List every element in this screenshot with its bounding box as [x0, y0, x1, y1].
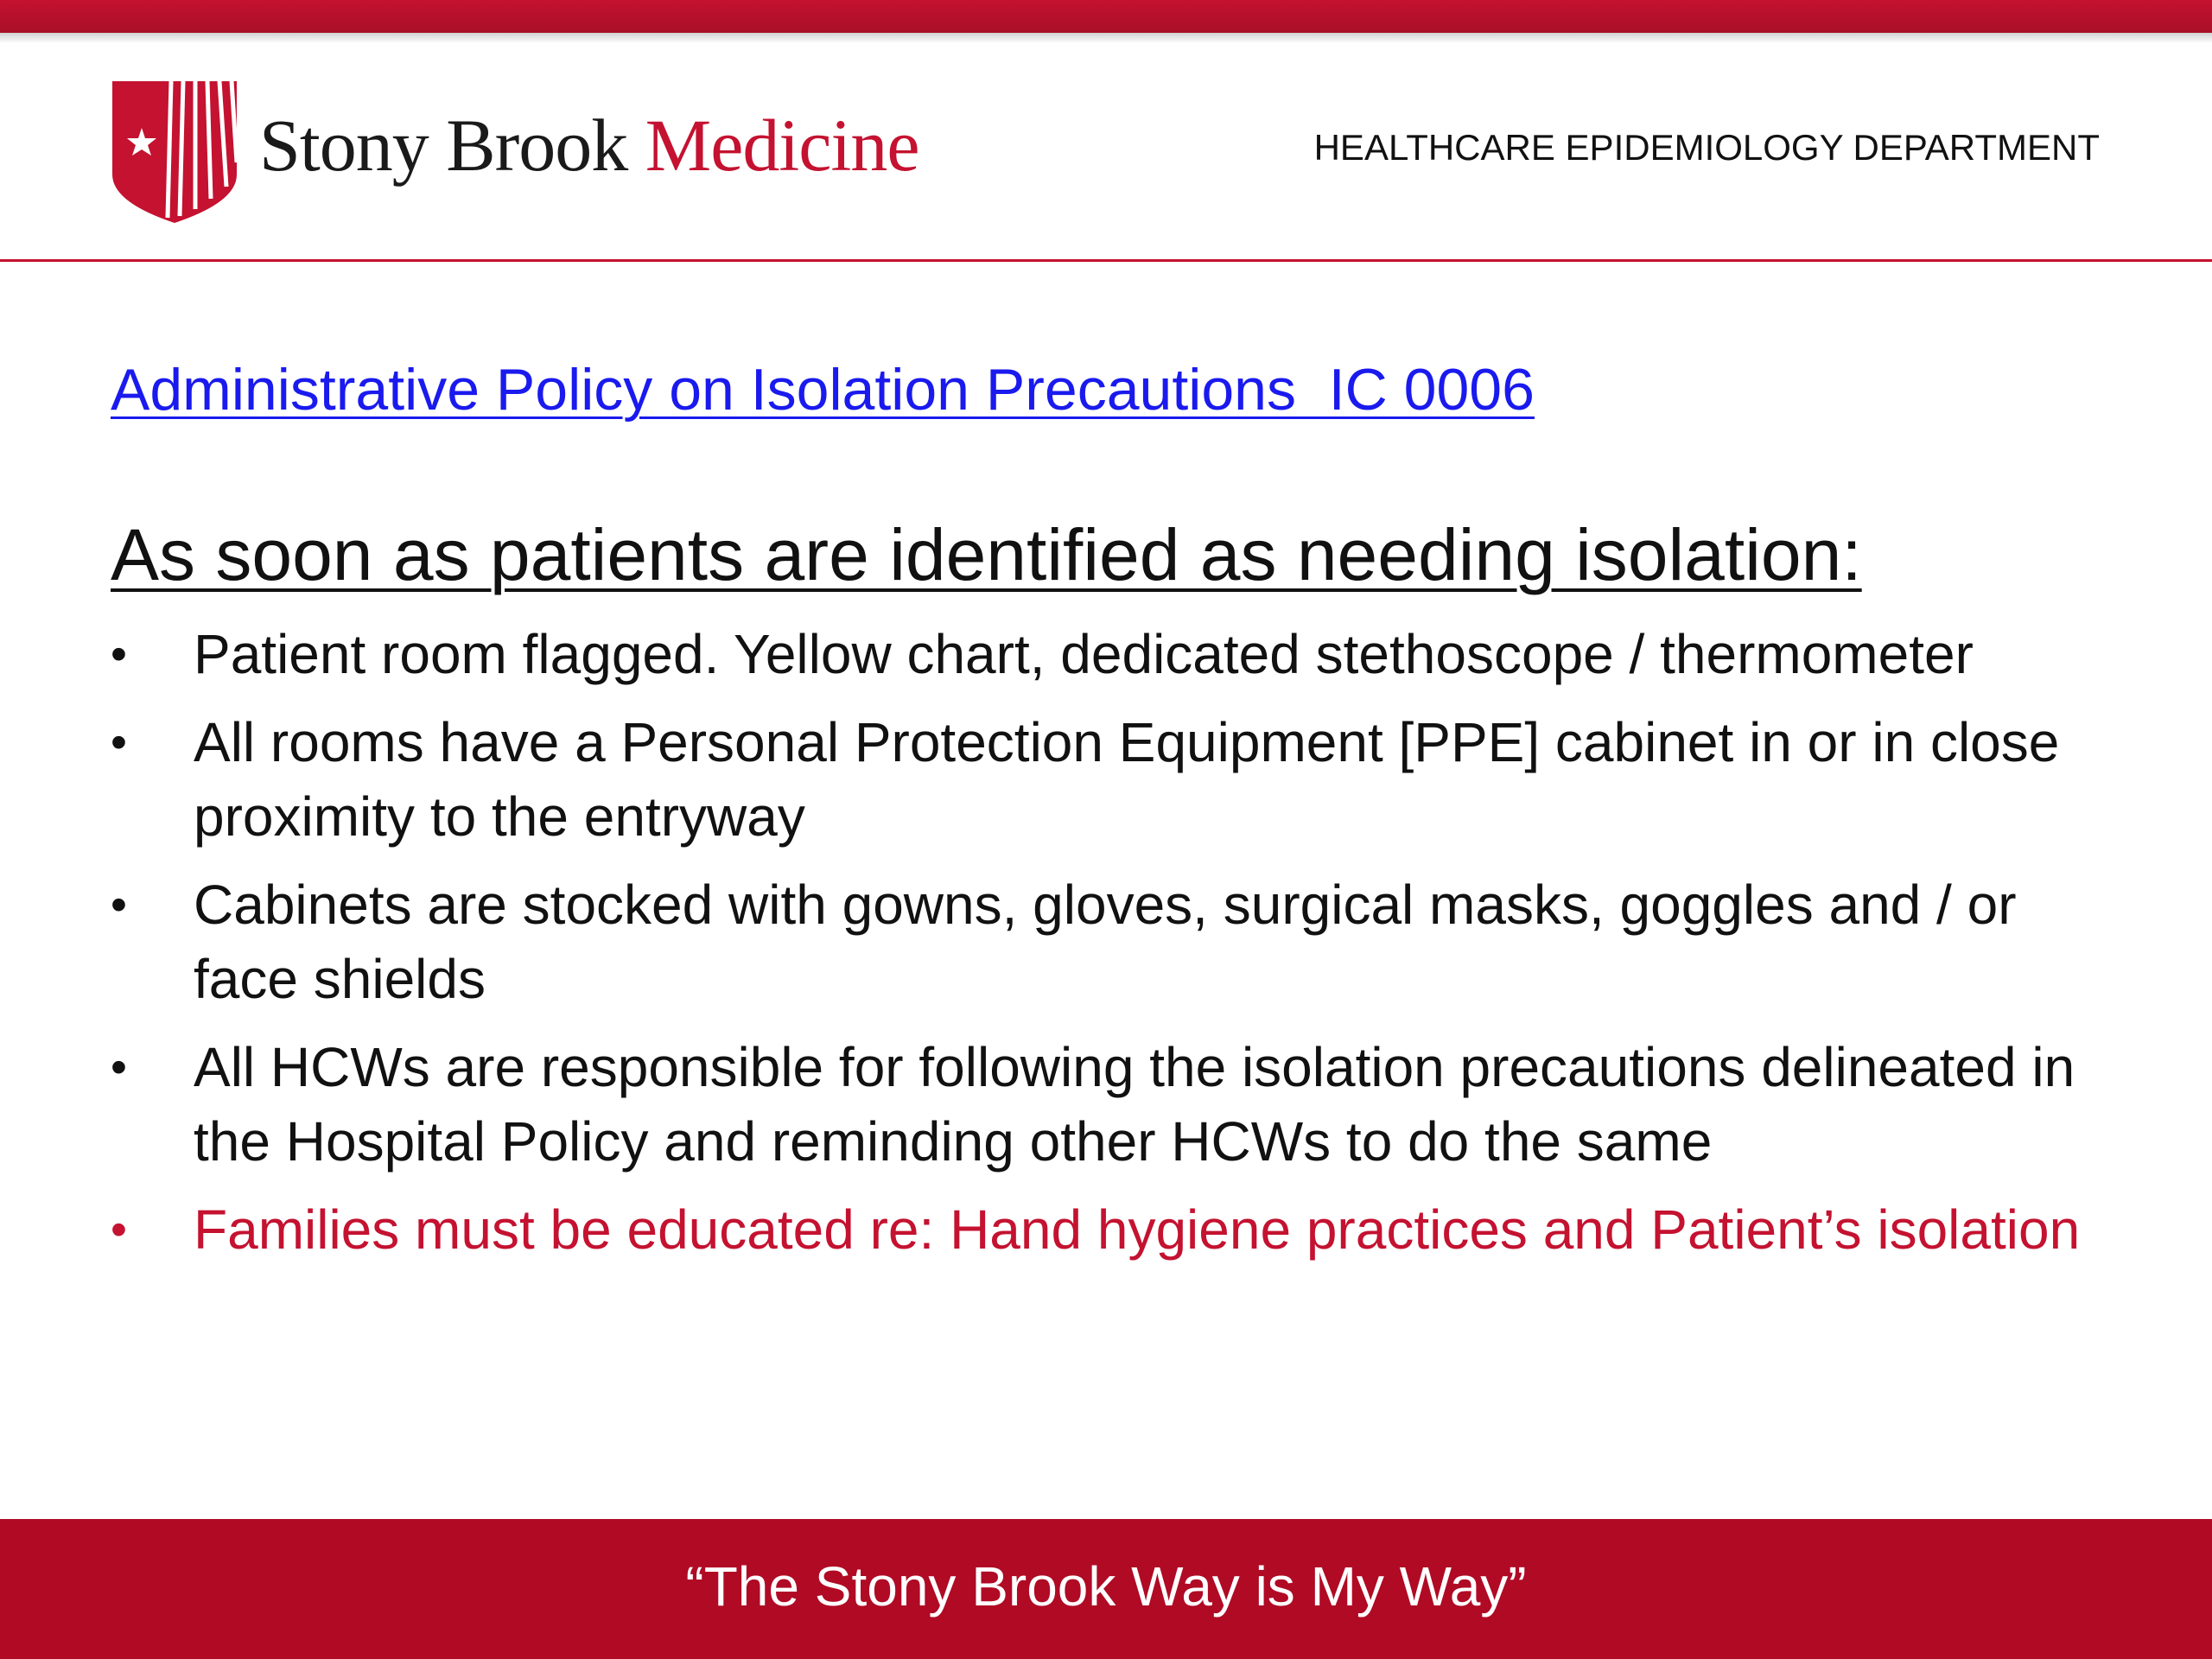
brand-name	[259, 102, 919, 188]
brand-name-part2: Medicine	[645, 104, 919, 187]
bullet-list	[107, 617, 2094, 1281]
bullet-marker: •	[111, 879, 127, 931]
bullet-text: Cabinets are stocked with gowns, gloves, surgical masks, goggles and / or face shields	[194, 874, 2017, 1010]
policy-link[interactable]: Administrative Policy on Isolation Precautions IC 0006	[111, 357, 1535, 423]
bullet-text: All rooms have a Personal Protection Equipment [PPE] cabinet in or in close proximity to the entryway	[194, 711, 2060, 848]
bullet-marker: •	[111, 628, 127, 680]
bullet-item-room-flagged	[107, 617, 2094, 691]
top-accent-bar	[0, 0, 2212, 33]
brand-name-part1: Stony Brook	[259, 104, 645, 187]
top-bar-shadow	[0, 33, 2212, 43]
bullet-text: All HCWs are responsible for following the isolation precautions delineated in the Hospital Policy and reminding other HCWs to do the same	[194, 1036, 2075, 1173]
bullet-marker: •	[111, 716, 127, 768]
bullet-text: Families must be educated re: Hand hygiene practices and Patient’s isolation	[194, 1198, 2081, 1261]
bullet-item-family-education	[107, 1192, 2094, 1267]
bullet-item-hcw-responsibility	[107, 1030, 2094, 1179]
department-label: HEALTHCARE EPIDEMIOLOGY DEPARTMENT	[1313, 127, 2100, 168]
footer-tagline: “The Stony Brook Way is My Way”	[685, 1555, 1527, 1618]
bullet-item-ppe-cabinet	[107, 705, 2094, 854]
bullet-marker: •	[111, 1204, 127, 1255]
bullet-marker: •	[111, 1041, 127, 1093]
slide-heading: As soon as patients are identified as needing isolation:	[111, 514, 1862, 595]
bullet-item-cabinet-stock	[107, 868, 2094, 1016]
bullet-text: Patient room flagged. Yellow chart, dedicated stethoscope / thermometer	[194, 623, 1974, 685]
header-divider	[0, 259, 2212, 262]
shield-star-icon	[111, 73, 238, 225]
